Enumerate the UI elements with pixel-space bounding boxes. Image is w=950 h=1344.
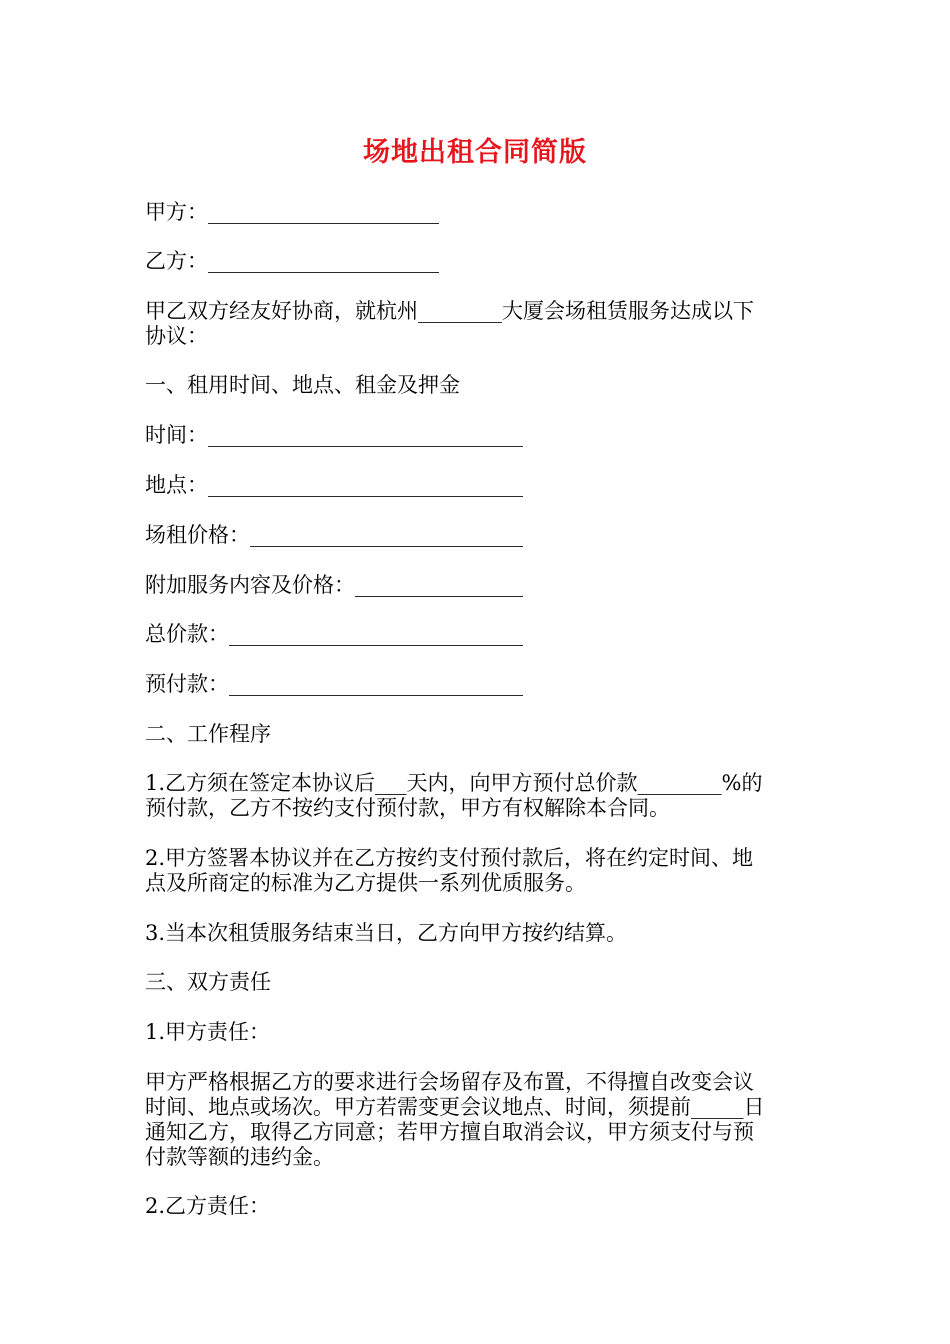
intro-line: 协议： bbox=[145, 324, 208, 348]
section-2-heading: 二、工作程序 bbox=[145, 722, 271, 746]
section-3-heading: 三、双方责任 bbox=[145, 970, 271, 994]
paragraph-line: 预付款，乙方不按约支付预付款，甲方有权解除本合同。 bbox=[145, 796, 670, 820]
section-1-heading: 一、租用时间、地点、租金及押金 bbox=[145, 373, 460, 397]
extra-service-field: 附加服务内容及价格：________________ bbox=[145, 573, 523, 597]
paragraph-line: 时间、地点或场次。甲方若需变更会议地点、时间，须提前_____日 bbox=[145, 1095, 765, 1119]
paragraph-line: 2.甲方签署本协议并在乙方按约支付预付款后，将在约定时间、地 bbox=[145, 846, 754, 870]
paragraph-line: 付款等额的违约金。 bbox=[145, 1145, 334, 1169]
paragraph-line: 点及所商定的标准为乙方提供一系列优质服务。 bbox=[145, 871, 586, 895]
party-a-responsibility-text bbox=[145, 1070, 810, 1170]
paragraph-line: 通知乙方，取得乙方同意；若甲方擅自取消会议，甲方须支付与预 bbox=[145, 1120, 754, 1144]
party-a-responsibility-heading: 1.甲方责任： bbox=[145, 1020, 271, 1044]
time-field: 时间：______________________________ bbox=[145, 423, 523, 447]
rent-price-field: 场租价格：__________________________ bbox=[145, 523, 523, 547]
intro-line: 甲乙双方经友好协商，就杭州________大厦会场租赁服务达成以下 bbox=[145, 299, 754, 323]
total-price-field: 总价款：____________________________ bbox=[145, 622, 523, 646]
party-b-field: 乙方：______________________ bbox=[145, 249, 439, 273]
section-2-item-3: 3.当本次租赁服务结束当日，乙方向甲方按约结算。 bbox=[145, 921, 628, 945]
section-2-item-2 bbox=[145, 846, 810, 896]
prepayment-field: 预付款：____________________________ bbox=[145, 672, 523, 696]
intro-paragraph bbox=[145, 299, 810, 349]
party-b-responsibility-heading: 2.乙方责任： bbox=[145, 1194, 271, 1218]
section-2-item-1 bbox=[145, 771, 810, 821]
paragraph-line: 1.乙方须在签定本协议后___天内，向甲方预付总价款________%的 bbox=[145, 771, 763, 795]
place-field: 地点：______________________________ bbox=[145, 473, 523, 497]
party-a-field: 甲方：______________________ bbox=[145, 200, 439, 224]
paragraph-line: 甲方严格根据乙方的要求进行会场留存及布置，不得擅自改变会议 bbox=[145, 1070, 754, 1094]
document-title: 场地出租合同简版 bbox=[363, 137, 587, 168]
